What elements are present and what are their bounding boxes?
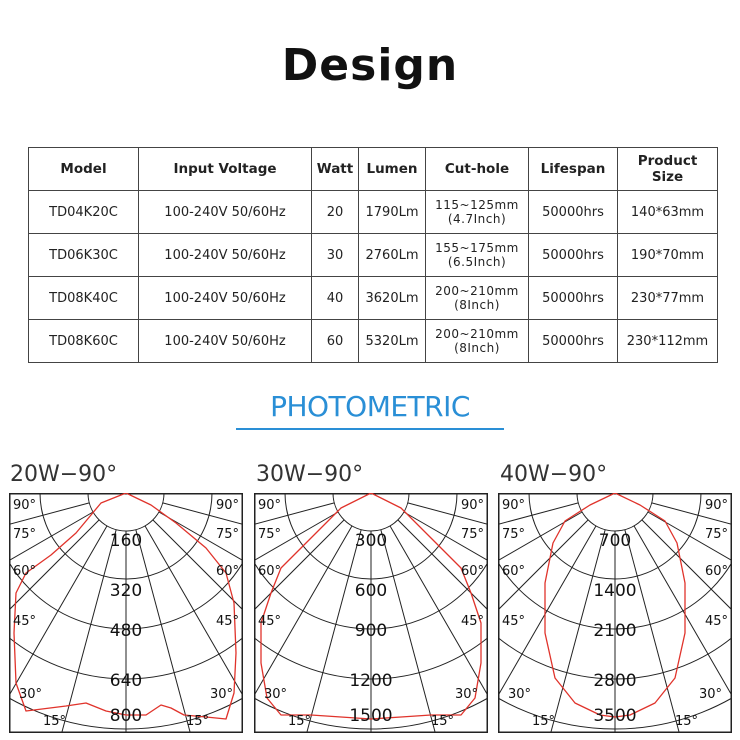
angle-label-right: 60° (460, 564, 484, 579)
angle-label-left: 30° (19, 687, 43, 702)
cell-lifespan: 50000hrs (529, 320, 618, 363)
polar-spoke (408, 503, 488, 597)
polar-ring (577, 493, 653, 531)
table-row (29, 234, 718, 277)
cell-cut-hole (426, 191, 529, 234)
angle-label-left: 90° (13, 498, 37, 513)
angle-label-left: 15° (288, 714, 312, 729)
cell-size: 140*63mm (618, 191, 718, 234)
polar-spoke (511, 530, 605, 733)
polar-diagram-20w (9, 493, 243, 733)
angle-label-left: 60° (502, 564, 526, 579)
angle-label-right: 90° (704, 498, 728, 513)
angle-label-right: 45° (460, 614, 484, 629)
cut-hole-inch: (8Inch) (454, 298, 500, 312)
header-cut-hole: Cut-hole (426, 148, 529, 191)
angle-label-left: 75° (13, 527, 37, 542)
angle-label-right: 75° (215, 527, 239, 542)
cell-model: TD08K40C (29, 277, 139, 320)
cell-cut-hole (426, 234, 529, 277)
cell-lumen: 5320Lm (359, 320, 426, 363)
polar-svg-40w (498, 493, 732, 733)
cut-hole-mm: 200~210mm (435, 327, 519, 341)
cell-lifespan: 50000hrs (529, 277, 618, 320)
angle-label-left: 90° (502, 498, 526, 513)
cell-size: 230*112mm (618, 320, 718, 363)
ring-value-label: 2800 (593, 671, 637, 691)
angle-label-left: 75° (258, 527, 282, 542)
cut-hole-inch: (4.7Inch) (447, 212, 507, 226)
polar-ring (88, 493, 164, 531)
angle-label-right: 30° (454, 687, 478, 702)
angle-label-right: 90° (460, 498, 484, 513)
table-header-row (29, 148, 718, 191)
photometric-heading: PHOTOMETRIC (270, 390, 470, 423)
cell-lumen: 3620Lm (359, 277, 426, 320)
polar-spoke (498, 503, 578, 597)
ring-value-label: 700 (598, 531, 632, 551)
polar-spoke (267, 530, 361, 733)
ring-value-label: 1400 (593, 581, 637, 601)
angle-label-right: 15° (185, 714, 209, 729)
polar-spoke (163, 503, 243, 597)
angle-label-right: 30° (209, 687, 233, 702)
panel-title-40w: 40W−90° (500, 462, 608, 487)
cell-voltage: 100-240V 50/60Hz (139, 191, 312, 234)
header-product-size: Product Size (618, 148, 718, 191)
polar-ring (333, 493, 409, 531)
ring-value-label: 900 (354, 621, 388, 641)
polar-spoke (22, 530, 116, 733)
angle-label-left: 15° (532, 714, 556, 729)
cell-size: 230*77mm (618, 277, 718, 320)
ring-value-label: 1500 (349, 706, 393, 726)
table-row (29, 191, 718, 234)
cell-voltage: 100-240V 50/60Hz (139, 320, 312, 363)
angle-label-left: 45° (258, 614, 282, 629)
angle-label-right: 30° (698, 687, 722, 702)
page-title: Design (281, 40, 459, 91)
ring-value-label: 160 (109, 531, 143, 551)
angle-label-left: 75° (502, 527, 526, 542)
cut-hole-mm: 155~175mm (435, 241, 519, 255)
header-lifespan: Lifespan (529, 148, 618, 191)
polar-spoke (652, 503, 732, 597)
cell-cut-hole (426, 320, 529, 363)
panel-title-20w: 20W−90° (10, 462, 118, 487)
angle-label-left: 90° (258, 498, 282, 513)
panel-title-30w: 30W−90° (256, 462, 364, 487)
cell-watt: 30 (312, 234, 359, 277)
angle-label-left: 30° (264, 687, 288, 702)
angle-label-right: 15° (674, 714, 698, 729)
polar-svg-30w (254, 493, 488, 733)
angle-label-right: 45° (215, 614, 239, 629)
cell-watt: 60 (312, 320, 359, 363)
polar-diagram-30w (254, 493, 488, 733)
photometric-underline (236, 428, 504, 430)
angle-label-right: 90° (215, 498, 239, 513)
cell-lumen: 1790Lm (359, 191, 426, 234)
cut-hole-mm: 115~125mm (435, 198, 519, 212)
angle-label-left: 45° (502, 614, 526, 629)
header-input-voltage: Input Voltage (139, 148, 312, 191)
table-row (29, 320, 718, 363)
ring-value-label: 2100 (593, 621, 637, 641)
ring-value-label: 320 (109, 581, 143, 601)
angle-label-left: 15° (43, 714, 67, 729)
cell-size: 190*70mm (618, 234, 718, 277)
angle-label-left: 60° (258, 564, 282, 579)
angle-label-right: 75° (704, 527, 728, 542)
cell-lifespan: 50000hrs (529, 234, 618, 277)
header-watt: Watt (312, 148, 359, 191)
angle-label-left: 30° (508, 687, 532, 702)
ring-value-label: 480 (109, 621, 143, 641)
polar-spoke (254, 503, 334, 597)
cell-watt: 20 (312, 191, 359, 234)
angle-label-left: 60° (13, 564, 37, 579)
header-lumen: Lumen (359, 148, 426, 191)
angle-label-right: 60° (704, 564, 728, 579)
cell-lumen: 2760Lm (359, 234, 426, 277)
cell-lifespan: 50000hrs (529, 191, 618, 234)
angle-label-right: 15° (430, 714, 454, 729)
polar-svg-20w (9, 493, 243, 733)
ring-value-label: 800 (109, 706, 143, 726)
ring-value-label: 1200 (349, 671, 393, 691)
ring-value-label: 600 (354, 581, 388, 601)
cell-cut-hole (426, 277, 529, 320)
angle-label-right: 75° (460, 527, 484, 542)
spec-table (28, 147, 718, 363)
cut-hole-inch: (6.5Inch) (447, 255, 507, 269)
polar-spoke (381, 530, 475, 733)
cell-model: TD04K20C (29, 191, 139, 234)
ring-value-label: 640 (109, 671, 143, 691)
cut-hole-inch: (8Inch) (454, 341, 500, 355)
cell-model: TD08K60C (29, 320, 139, 363)
ring-value-label: 3500 (593, 706, 637, 726)
table-row (29, 277, 718, 320)
cell-voltage: 100-240V 50/60Hz (139, 234, 312, 277)
cell-model: TD06K30C (29, 234, 139, 277)
polar-diagram-40w (498, 493, 732, 733)
cut-hole-mm: 200~210mm (435, 284, 519, 298)
angle-label-right: 45° (704, 614, 728, 629)
ring-value-label: 300 (354, 531, 388, 551)
header-model: Model (29, 148, 139, 191)
cell-watt: 40 (312, 277, 359, 320)
angle-label-right: 60° (215, 564, 239, 579)
cell-voltage: 100-240V 50/60Hz (139, 277, 312, 320)
polar-spoke (625, 530, 719, 733)
angle-label-left: 45° (13, 614, 37, 629)
